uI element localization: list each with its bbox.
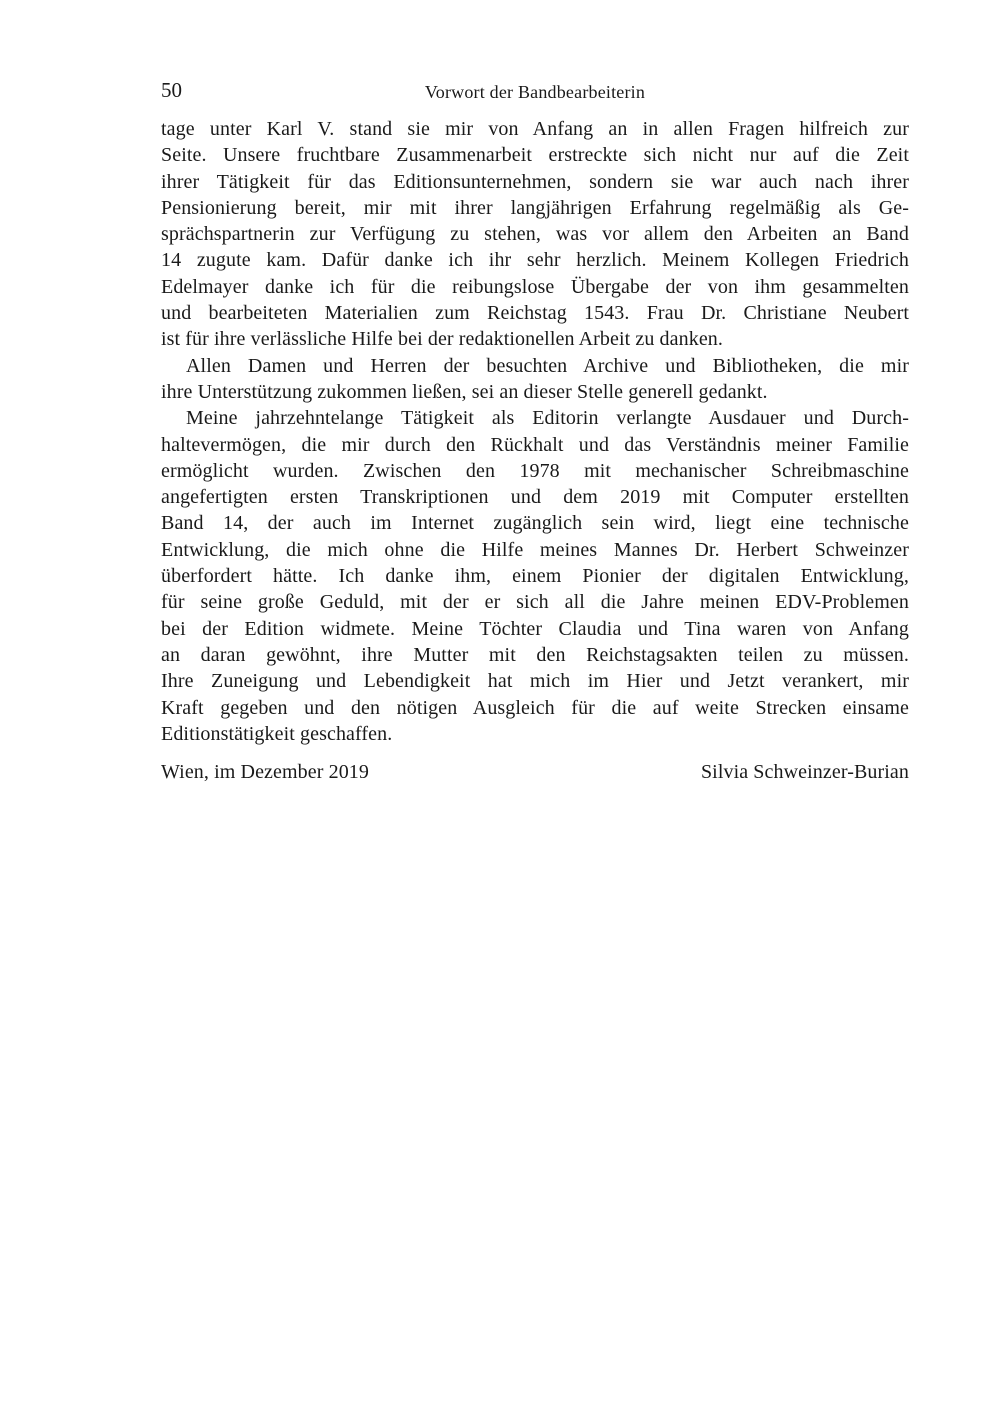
text-line: ihrer Tätigkeit für das Editionsunternehmen, sondern sie war auch nach ihrer [161, 170, 909, 193]
text-line: überfordert hätte. Ich danke ihm, einem Pionier der digitalen Entwicklung, [161, 565, 909, 588]
text-line: haltevermögen, die mir durch den Rückhalt und das Verständnis meiner Familie [161, 433, 909, 456]
text-line: Meine jahrzehntelange Tätigkeit als Editorin verlangte Ausdauer und Durch- [186, 407, 909, 430]
text-line: Edelmayer danke ich für die reibungslose Übergabe der von ihm gesammelten [161, 275, 909, 298]
text-line: tage unter Karl V. stand sie mir von Anfang an in allen Fragen hilfreich zur [161, 118, 909, 140]
text-line: Pensionierung bereit, mir mit ihrer langjährigen Erfahrung regelmäßig als Ge- [161, 196, 909, 219]
text-line: sprächspartnerin zur Verfügung zu stehen, was vor allem den Arbeiten an Band [161, 223, 909, 246]
text-line: ist für ihre verlässliche Hilfe bei der redaktionellen Arbeit zu danken. [161, 328, 723, 351]
text-line: Editionstätigkeit geschaffen. [161, 722, 393, 745]
text-line: bei der Edition widmete. Meine Töchter Claudia und Tina waren von Anfang [161, 617, 909, 640]
page-number: 50 [161, 78, 182, 102]
text-line: an daran gewöhnt, ihre Mutter mit den Reichstagsakten teilen zu müssen. [161, 643, 909, 666]
signature-author-name: Silvia Schweinzer-Burian [700, 761, 909, 783]
signature-place-date: Wien, im Dezember 2019 [161, 761, 369, 783]
text-line: Band 14, der auch im Internet zugänglich sein wird, liegt eine technische [161, 512, 909, 535]
text-line: Ihre Zuneigung und Lebendigkeit hat mich im Hier und Jetzt verankert, mir [161, 670, 909, 693]
text-line: für seine große Geduld, mit der er sich all die Jahre meinen EDV-Problemen [161, 591, 909, 614]
text-line: Kraft gegeben und den nötigen Ausgleich für die auf weite Strecken einsame [161, 696, 909, 719]
text-line: Entwicklung, die mich ohne die Hilfe meines Mannes Dr. Herbert Schweinzer [161, 538, 909, 561]
text-line: und bearbeiteten Materialien zum Reichstag 1543. Frau Dr. Christiane Neubert [161, 302, 909, 325]
body-text [161, 116, 909, 747]
signature-row [161, 759, 909, 785]
text-line: Allen Damen und Herren der besuchten Archive und Bibliotheken, die mir [186, 354, 909, 377]
text-line: Seite. Unsere fruchtbare Zusammenarbeit erstreckte sich nicht nur auf die Zeit [161, 144, 909, 167]
text-line: angefertigten ersten Transkriptionen und dem 2019 mit Computer erstellten [161, 486, 909, 509]
text-line: ihre Unterstützung zukommen ließen, sei an dieser Stelle generell gedankt. [161, 380, 768, 403]
running-title: Vorwort der Bandbearbeiterin [424, 82, 646, 102]
page-header [161, 78, 909, 106]
text-line: ermöglicht wurden. Zwischen den 1978 mit mechanischer Schreibmaschine [161, 459, 909, 482]
text-line: 14 zugute kam. Dafür danke ich ihr sehr herzlich. Meinem Kollegen Friedrich [161, 249, 909, 272]
